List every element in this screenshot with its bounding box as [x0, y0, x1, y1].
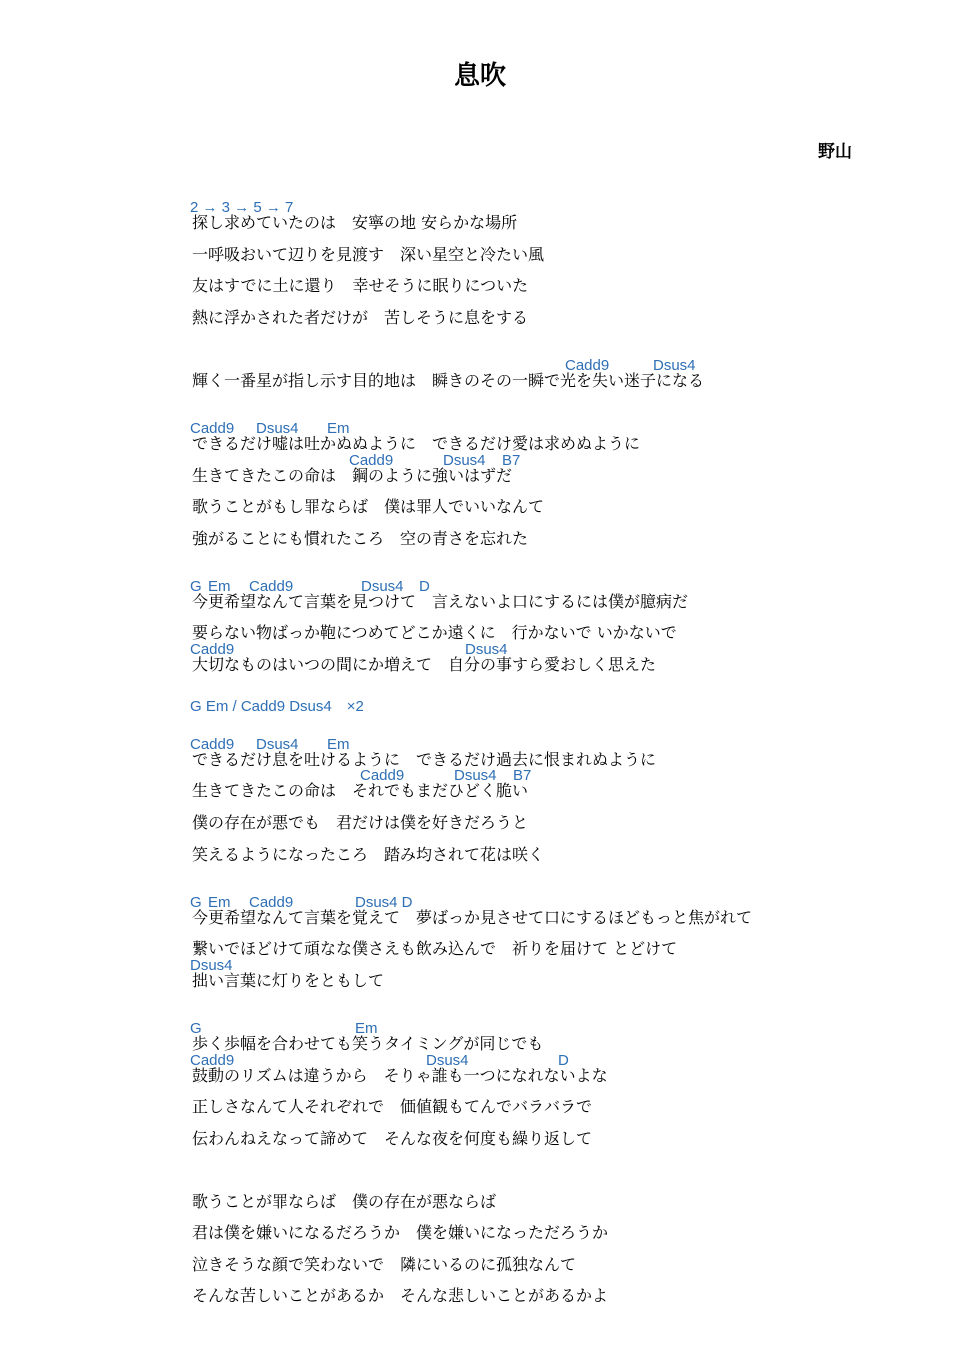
chord-label: Dsus4 — [256, 736, 299, 753]
chord-label: Em — [327, 736, 350, 753]
chord-label: Cadd9 — [349, 452, 394, 469]
song-title: 息吹 — [453, 61, 506, 91]
chord-label: Em — [208, 578, 231, 595]
chord-label: G — [190, 578, 202, 595]
lyric-line: 強がることにも慣れたころ 空の青さを忘れた — [192, 529, 529, 548]
chord-label: D — [419, 578, 430, 595]
lyric-line: 歩く歩幅を合わせても笑うタイミングが同じでも — [192, 1034, 544, 1053]
chord-label: Cadd9 — [190, 420, 235, 437]
lyric-line: 鼓動のリズムは違うから そりゃ誰も一つになれないよな — [192, 1066, 608, 1085]
lyric-line: 正しさなんて人それぞれで 価値観もてんでバラバラで — [192, 1097, 593, 1116]
chord-label: Cadd9 — [190, 736, 235, 753]
author-name: 野山 — [818, 142, 852, 162]
chord-label: Cadd9 — [190, 1052, 235, 1069]
chord-label: Dsus4 — [443, 452, 486, 469]
chord-label: Cadd9 — [360, 767, 405, 784]
lyric-line: できるだけ息を吐けるように できるだけ過去に恨まれぬように — [192, 750, 657, 769]
chord-label: Em — [327, 420, 350, 437]
lyric-line: 歌うことがもし罪ならば 僕は罪人でいいなんて — [192, 497, 545, 516]
lyric-line: 今更希望なんて言葉を覚えて 夢ばっか見させて口にするほどもっと焦がれて — [192, 908, 753, 927]
lyric-line: 君は僕を嫌いになるだろうか 僕を嫌いになっただろうか — [192, 1223, 609, 1242]
chord-label: G — [190, 1020, 202, 1037]
chord-label: Dsus4 — [190, 957, 233, 974]
intro-progression: 2 → 3 → 5 → 7 — [190, 199, 294, 216]
lyric-line: 友はすでに土に還り 幸せそうに眠りについた — [192, 276, 529, 295]
chord-label: Dsus4 — [361, 578, 404, 595]
chord-label: Dsus4 — [454, 767, 497, 784]
lyric-line: 伝わんねえなって諦めて そんな夜を何度も繰り返して — [192, 1129, 593, 1148]
chord-label: Cadd9 — [190, 641, 235, 658]
chord-label: G — [190, 894, 202, 911]
chord-label: B7 — [513, 767, 532, 784]
chord-label: Cadd9 — [565, 357, 610, 374]
lyric-line: 泣きそうな顔で笑わないで 隣にいるのに孤独なんて — [192, 1255, 577, 1274]
chord-label: Dsus4 — [426, 1052, 469, 1069]
lyric-line: 笑えるようになったころ 踏み均されて花は咲く — [192, 845, 545, 864]
chord-label: Dsus4 D — [355, 894, 413, 911]
lyric-line: 生きてきたこの命は 鋼のように強いはずだ — [192, 466, 513, 485]
lyric-line: 今更希望なんて言葉を見つけて 言えないよ口にするには僕が臆病だ — [192, 592, 689, 611]
chord-label: B7 — [502, 452, 521, 469]
lyric-line: 歌うことが罪ならば 僕の存在が悪ならば — [192, 1192, 497, 1211]
lyric-line: 探し求めていたのは 安寧の地 安らかな場所 — [192, 213, 518, 232]
interlude-progression: G Em / Cadd9 Dsus4 ×2 — [190, 698, 364, 715]
chord-label: Cadd9 — [249, 894, 294, 911]
chord-label: Dsus4 — [653, 357, 696, 374]
chord-label: Em — [208, 894, 231, 911]
chord-label: Dsus4 — [256, 420, 299, 437]
chord-label: Em — [355, 1020, 378, 1037]
lyric-line: 拙い言葉に灯りをともして — [192, 971, 385, 990]
lyric-line: 生きてきたこの命は それでもまだひどく脆い — [192, 781, 529, 800]
chord-label: D — [558, 1052, 569, 1069]
lyric-line: 繋いでほどけて頑なな僕さえも飲み込んで 祈りを届けて とどけて — [192, 939, 678, 958]
lyric-line: 僕の存在が悪でも 君だけは僕を好きだろうと — [192, 813, 529, 832]
lyric-line: 輝く一番星が指し示す目的地は 瞬きのその一瞬で光を失い迷子になる — [192, 371, 705, 390]
lyric-line: 一呼吸おいて辺りを見渡す 深い星空と冷たい風 — [192, 245, 545, 264]
lyric-line: できるだけ嘘は吐かぬぬように できるだけ愛は求めぬように — [192, 434, 641, 453]
lyric-line: 要らない物ばっか鞄につめてどこか遠くに 行かないで いかないで — [192, 623, 677, 642]
lyric-line: 熱に浮かされた者だけが 苦しそうに息をする — [192, 308, 529, 327]
lyric-line: そんな苦しいことがあるか そんな悲しいことがあるかよ — [192, 1286, 609, 1305]
chord-label: Dsus4 — [465, 641, 508, 658]
chord-label: Cadd9 — [249, 578, 294, 595]
lyric-line: 大切なものはいつの間にか増えて 自分の事すら愛おしく思えた — [192, 655, 657, 674]
